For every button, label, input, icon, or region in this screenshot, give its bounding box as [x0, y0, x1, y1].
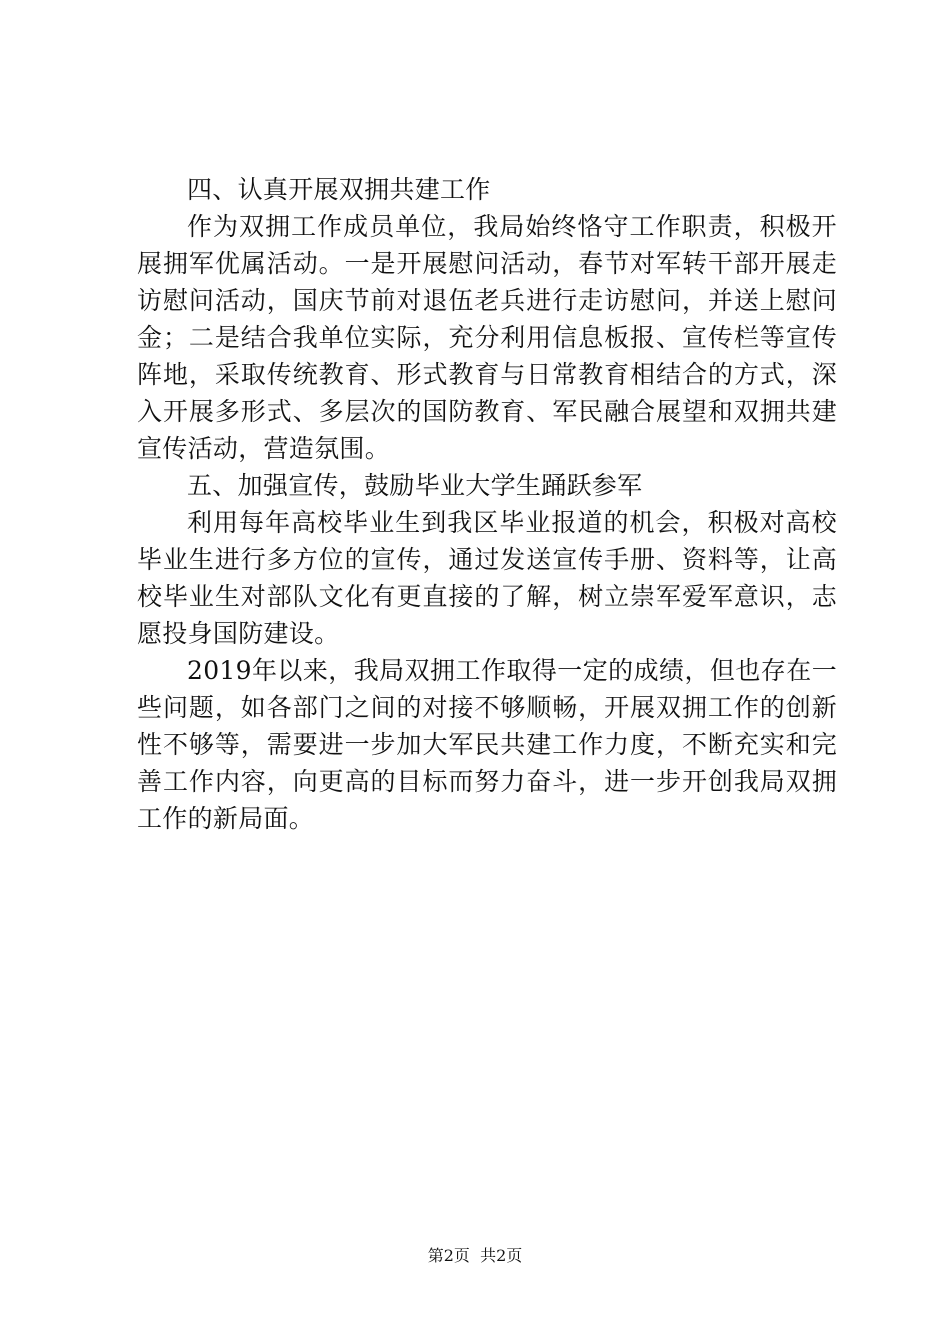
- section-4-paragraph: 作为双拥工作成员单位，我局始终恪守工作职责，积极开展拥军优属活动。一是开展慰问活动，春节对军转干部开展走访慰问活动，国庆节前对退伍老兵进行走访慰问，并送上慰问金；二是结合我单位实际，充分利用信息板报、宣传栏等宣传阵地，采取传统教育、形式教育与日常教育相结合的方式，深入开展多形式、多层次的国防教育、军民融合展望和双拥共建宣传活动，营造氛围。: [137, 212, 837, 463]
- section-5-paragraph: 利用每年高校毕业生到我区毕业报道的机会，积极对高校毕业生进行多方位的宣传，通过发送宣传手册、资料等，让高校毕业生对部队文化有更直接的了解，树立崇军爱军意识，志愿投身国防建设。: [137, 508, 837, 648]
- page-footer: [0, 1246, 950, 1266]
- summary-paragraph: 2019年以来，我局双拥工作取得一定的成绩，但也存在一些问题，如各部门之间的对接不够顺畅，开展双拥工作的创新性不够等，需要进一步加大军民共建工作力度，不断充实和完善工作内容，向更高的目标而努力奋斗，进一步开创我局双拥工作的新局面。: [137, 656, 837, 833]
- page-number-indicator: 第2页 共2页: [427, 1246, 523, 1265]
- section-heading-4: 四、认真开展双拥共建工作: [187, 175, 491, 204]
- document-body: [137, 171, 837, 837]
- section-heading-5: 五、加强宣传，鼓励毕业大学生踊跃参军: [187, 471, 643, 500]
